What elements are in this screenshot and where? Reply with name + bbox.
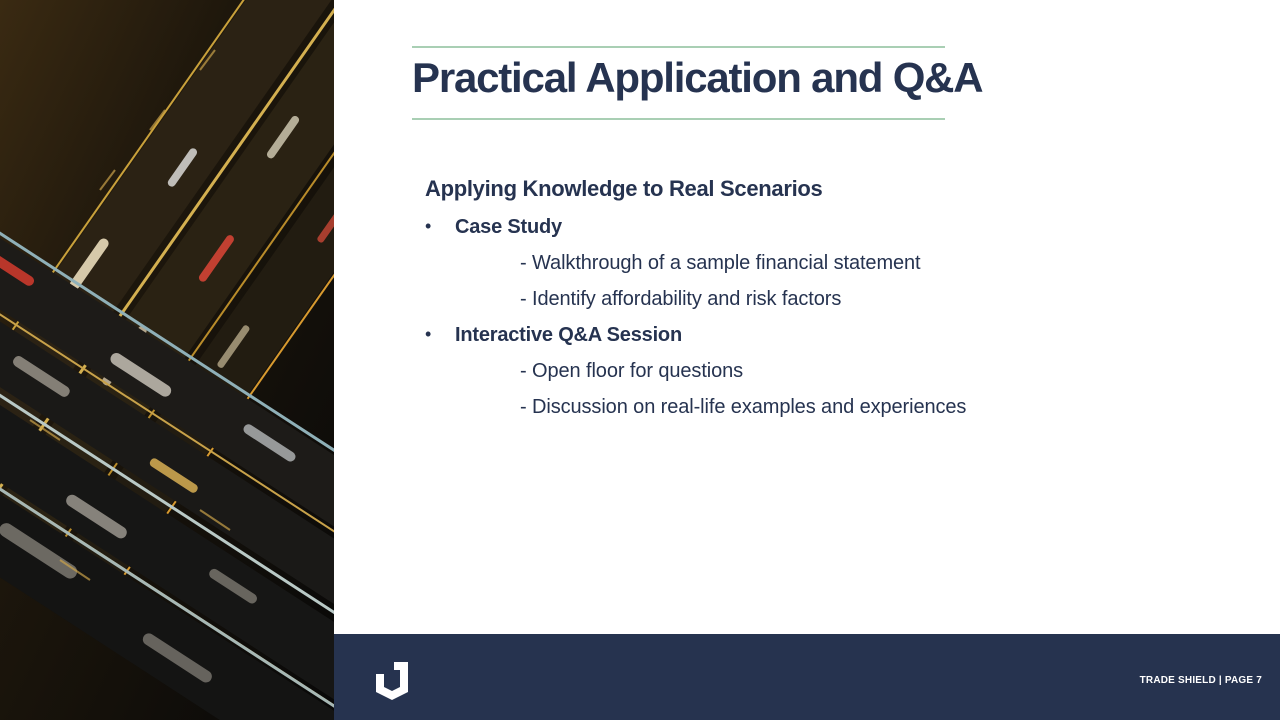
highway-photo: [0, 0, 334, 720]
bullet-glyph: •: [425, 324, 432, 344]
title-rule-bottom: [412, 118, 945, 120]
bullet-glyph: •: [425, 216, 432, 236]
sub-item-open-floor: - Open floor for questions: [520, 360, 744, 382]
bullet-label: Case Study: [455, 216, 562, 238]
bullet-label: Interactive Q&A Session: [455, 324, 682, 346]
title-rule-top: [412, 46, 945, 48]
page-label: TRADE SHIELD | PAGE 7: [1139, 675, 1262, 686]
sub-item-discussion: - Discussion on real-life examples and experiences: [520, 396, 967, 418]
slide-content: [334, 0, 1280, 634]
footer-bar: [334, 634, 1280, 720]
slide-title: Practical Application and Q&A: [412, 54, 983, 101]
sub-item-walkthrough: - Walkthrough of a sample financial statement: [520, 252, 921, 274]
section-heading: Applying Knowledge to Real Scenarios: [425, 176, 823, 201]
trade-shield-logo-icon: [375, 661, 409, 701]
sub-item-identify-factors: - Identify affordability and risk factors: [520, 288, 842, 310]
